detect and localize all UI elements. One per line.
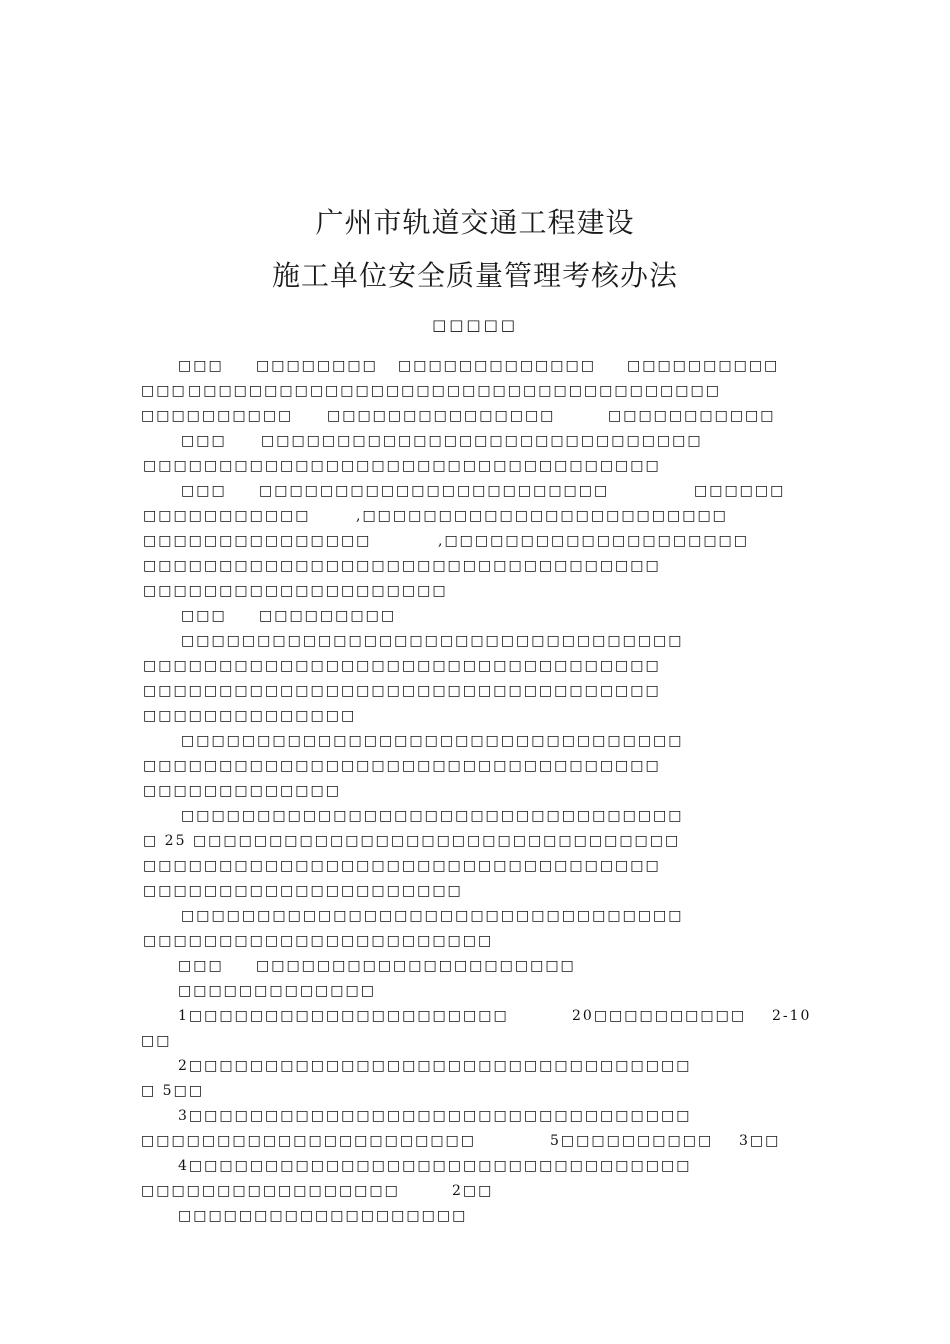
text-segment: 5□□□□□□□□□□ [550, 1133, 714, 1149]
paragraph-line [0, 605, 950, 627]
document-title-line-1: 广州市轨道交通工程建设 [315, 206, 635, 239]
paragraph-line [0, 530, 950, 552]
text-segment: □□□□□□□□□□□□□□□□□□□□□□□ [259, 483, 610, 499]
paragraph-line [0, 380, 950, 402]
text-segment: □□□□□□□□□□□□□□□□□ [141, 1183, 400, 1199]
text-segment: □□□□□□□□□□ [627, 358, 780, 374]
text-segment: 2□□□□□□□□□□□□□□□□□□□□□□□□□□□□□□□□□ [178, 1058, 692, 1074]
text-segment: □□□□□□□□□□□□□□□□□□□□□ [256, 958, 576, 974]
paragraph-line [0, 1180, 950, 1202]
text-segment: □□□□□□□□□□□□□□□□□□□□□□□□□□□□□□□□□ [181, 733, 684, 749]
text-segment: □□□□□□□□□□□□□ [143, 783, 341, 799]
text-segment: □□□□□□□□□□□□□□□□□□□□□□□□□□□□□□□□□□ [143, 458, 661, 474]
text-segment: □□□□□□□□□□□□□□□□□□□□□□□□□□□□□□□□□□ [143, 858, 661, 874]
paragraph-line [0, 505, 950, 527]
text-segment: □□□□□□□□□□□□□□□□□□□□□□□□□□□□□□□□□□ [143, 658, 661, 674]
text-segment: □□□□□□□□□□□□□□□□□□□□□□□□□□□□□□□□□□ [143, 558, 661, 574]
text-segment: □□□□□□ [694, 483, 786, 499]
text-segment: □□□□□□□□□□□□□□□□□□□□□□□□□□□□□□□□□□ [143, 683, 661, 699]
text-segment: □□□ [178, 358, 224, 374]
paragraph-line [0, 655, 950, 677]
paragraph-line [0, 480, 950, 502]
paragraph-line [0, 680, 950, 702]
text-segment: □□□ [181, 433, 227, 449]
paragraph-line [0, 1005, 950, 1027]
document-title-line-2: 施工单位安全质量管理考核办法 [271, 259, 678, 292]
text-segment: 20□□□□□□□□□□ [572, 1008, 747, 1024]
paragraph-line [0, 1155, 950, 1177]
text-segment: □□□□□□□□□□□□□□□□□□□□□□□□□□□□□□□□□□ [143, 758, 661, 774]
paragraph-line [0, 1105, 950, 1127]
text-segment: □□□□□□□□□□□□□□□ [143, 533, 372, 549]
paragraph-line [0, 1080, 950, 1102]
paragraph-line [0, 830, 950, 852]
paragraph-line [0, 880, 950, 902]
text-segment: □□□□□□□□□□□□□□□□□□□□ [143, 583, 448, 599]
text-segment: □□□ [181, 608, 227, 624]
text-segment: □□□□□□□□□□ [141, 408, 294, 424]
paragraph-line [0, 705, 950, 727]
text-segment: 3□□□□□□□□□□□□□□□□□□□□□□□□□□□□□□□□□ [178, 1108, 692, 1124]
text-segment: 2-10 [772, 1008, 812, 1024]
text-segment: 1□□□□□□□□□□□□□□□□□□□□□ [178, 1008, 509, 1024]
text-segment: □□□□□□□□□□□□□□□□□□□□□□□□□□□□□□□□□ [181, 808, 684, 824]
paragraph-line [0, 555, 950, 577]
paragraph-line [0, 355, 950, 377]
paragraph-line [0, 855, 950, 877]
text-segment: □□□□□□□□□□□□□ [398, 358, 596, 374]
text-segment: □□ [141, 1033, 172, 1049]
text-segment: □□□□□□□□□□□□□□□ [327, 408, 556, 424]
paragraph-line [0, 905, 950, 927]
text-segment: □□□□□□□□□□□ [608, 408, 776, 424]
paragraph-line [0, 580, 950, 602]
paragraph-line [0, 1130, 950, 1152]
paragraph-line [0, 430, 950, 452]
text-segment: □□□ [141, 383, 187, 399]
text-segment: 4□□□□□□□□□□□□□□□□□□□□□□□□□□□□□□□□□ [178, 1158, 692, 1174]
paragraph-line [0, 1205, 950, 1227]
paragraph-line [0, 955, 950, 977]
text-segment: □□□□□□□□□□□ [143, 508, 311, 524]
text-segment: □□□□□□□□□□□□□□□□□□□□□□ [141, 1133, 477, 1149]
text-segment: □□□□□□□□□□□□□□□□□□□ [178, 1208, 468, 1224]
paragraph-line [0, 1030, 950, 1052]
paragraph-line [0, 405, 950, 427]
text-segment: □□□□□□□□ [256, 358, 378, 374]
text-segment: ,□□□□□□□□□□□□□□□□□□□□ [438, 533, 750, 549]
text-segment: □□□□□□□□□□□□□□□□□□□□□□□□□□□□□□□□□□□ [188, 383, 721, 399]
text-segment: □□□□□□□□□□□□□□□□□□□□□□□□□□□□□ [261, 433, 703, 449]
text-segment: □□□□□□□□□□□□□□□□□□□□□□□□□□□□□□□□□ [181, 908, 684, 924]
text-segment: □□□□□□□□□□□□□□□□□□□□□□□□□□□□□□□□□ [181, 633, 684, 649]
chapter-heading: □□□□□ [432, 316, 518, 334]
paragraph-line [0, 755, 950, 777]
paragraph-line [0, 780, 950, 802]
text-segment: □ 5□□ [141, 1083, 205, 1099]
paragraph-line [0, 980, 950, 1002]
text-segment: □□□ [181, 483, 227, 499]
paragraph-line [0, 1055, 950, 1077]
paragraph-line [0, 630, 950, 652]
paragraph-line [0, 930, 950, 952]
paragraph-line [0, 730, 950, 752]
text-segment: □□□□□□□□□□□□□□ [143, 708, 357, 724]
text-segment: □□□□□□□□□□□□□ [178, 983, 376, 999]
text-segment: □□□□□□□□□□□□□□□□□□□□□ [143, 883, 463, 899]
text-segment: □□□□□□□□□□□□□□□□□□□□□□□ [143, 933, 494, 949]
text-segment: □ 25 □□□□□□□□□□□□□□□□□□□□□□□□□□□□□□□□ [143, 833, 681, 849]
paragraph-line [0, 805, 950, 827]
paragraph-line [0, 455, 950, 477]
text-segment: 2□□ [452, 1183, 494, 1199]
text-segment: □□□□□□□□□ [259, 608, 397, 624]
text-segment: □□□ [178, 958, 224, 974]
text-segment: 3□□ [739, 1133, 781, 1149]
text-segment: ,□□□□□□□□□□□□□□□□□□□□□□□□ [356, 508, 728, 524]
